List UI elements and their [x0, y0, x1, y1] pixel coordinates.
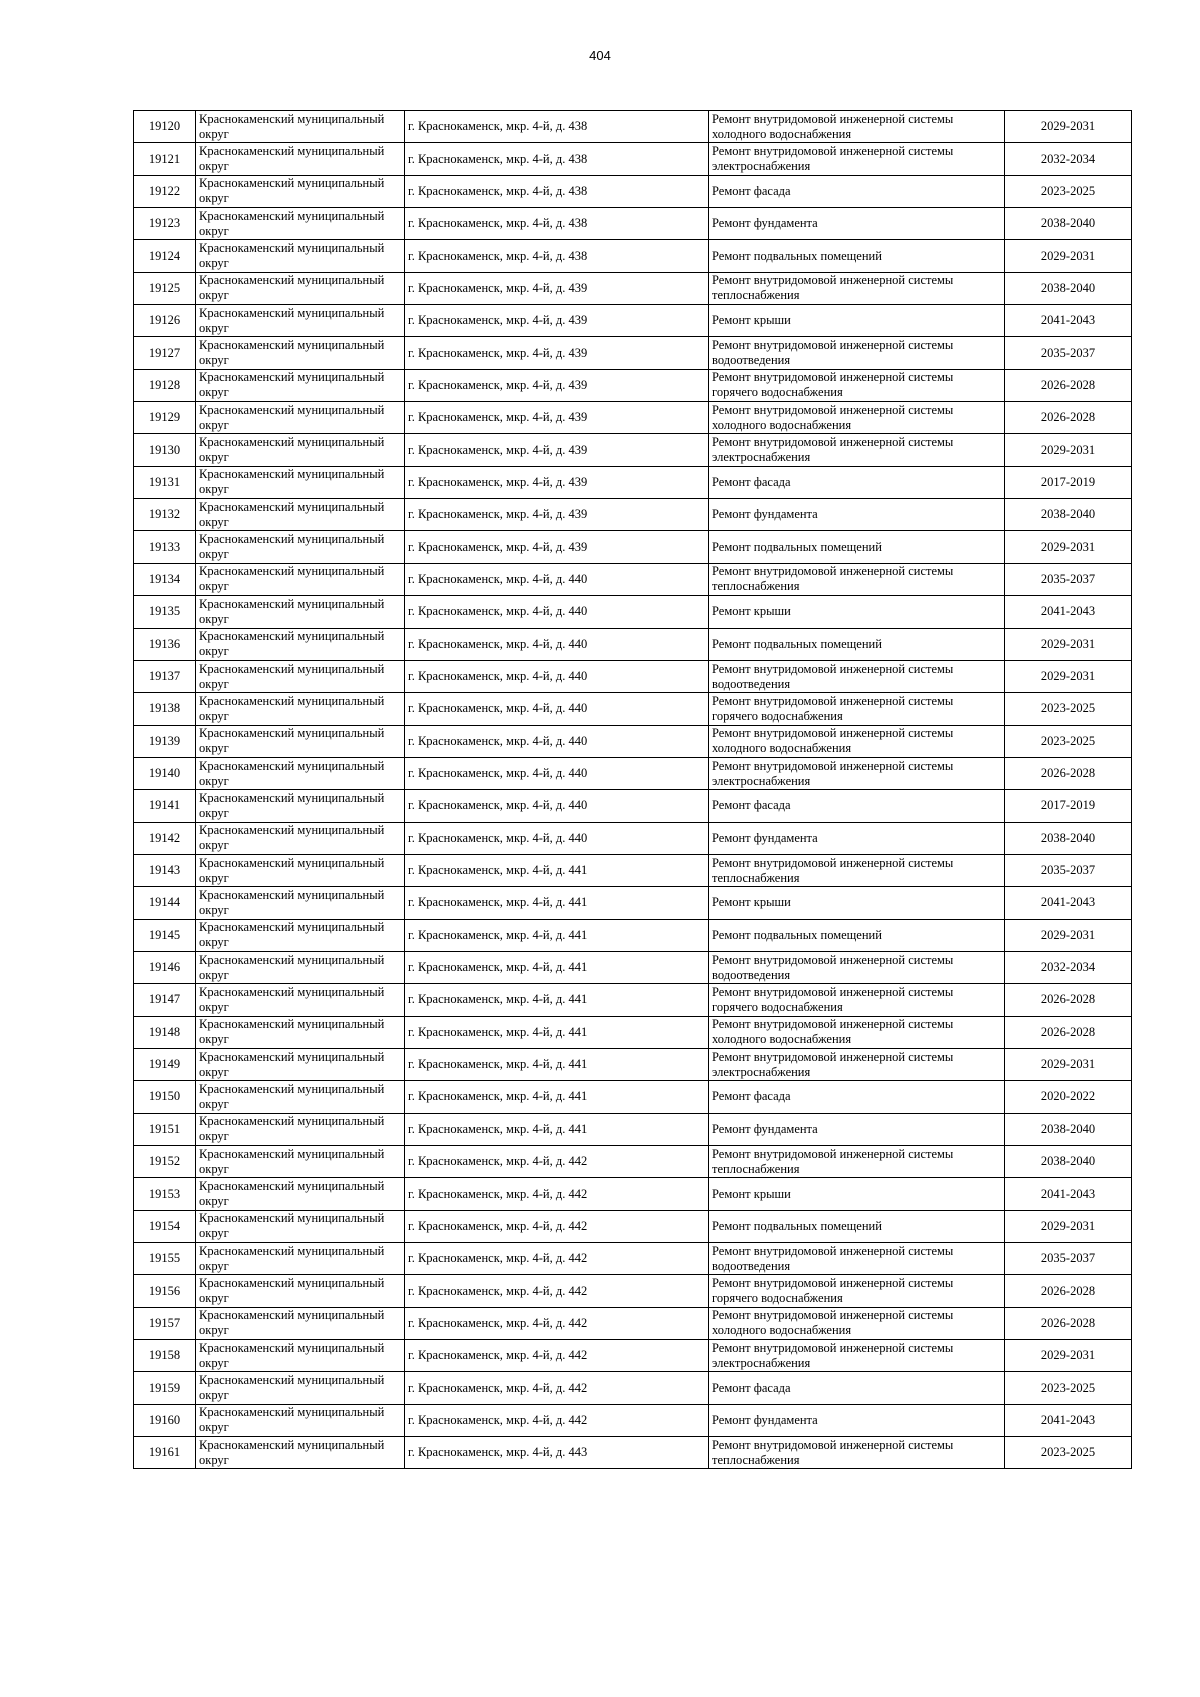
work-type-cell: Ремонт крыши	[709, 887, 1005, 919]
municipality-cell: Краснокаменский муниципальный округ	[196, 1081, 405, 1113]
row-number-cell: 19161	[134, 1437, 196, 1469]
period-cell: 2026-2028	[1005, 1275, 1132, 1307]
row-number-cell: 19146	[134, 951, 196, 983]
table-row	[134, 887, 1132, 919]
municipality-cell: Краснокаменский муниципальный округ	[196, 1340, 405, 1372]
period-cell: 2029-2031	[1005, 919, 1132, 951]
row-number-cell: 19131	[134, 466, 196, 498]
address-cell: г. Краснокаменск, мкр. 4-й, д. 439	[405, 337, 709, 369]
table-row	[134, 499, 1132, 531]
address-cell: г. Краснокаменск, мкр. 4-й, д. 439	[405, 402, 709, 434]
work-type-cell: Ремонт внутридомовой инженерной системы теплоснабжения	[709, 1437, 1005, 1469]
period-cell: 2038-2040	[1005, 1146, 1132, 1178]
address-cell: г. Краснокаменск, мкр. 4-й, д. 441	[405, 887, 709, 919]
period-cell: 2038-2040	[1005, 272, 1132, 304]
address-cell: г. Краснокаменск, мкр. 4-й, д. 440	[405, 693, 709, 725]
period-cell: 2035-2037	[1005, 854, 1132, 886]
municipality-cell: Краснокаменский муниципальный округ	[196, 1016, 405, 1048]
table-row	[134, 208, 1132, 240]
address-cell: г. Краснокаменск, мкр. 4-й, д. 441	[405, 1113, 709, 1145]
row-number-cell: 19124	[134, 240, 196, 272]
period-cell: 2023-2025	[1005, 725, 1132, 757]
municipality-cell: Краснокаменский муниципальный округ	[196, 1048, 405, 1080]
address-cell: г. Краснокаменск, мкр. 4-й, д. 442	[405, 1340, 709, 1372]
address-cell: г. Краснокаменск, мкр. 4-й, д. 441	[405, 1016, 709, 1048]
table-row	[134, 337, 1132, 369]
row-number-cell: 19127	[134, 337, 196, 369]
municipality-cell: Краснокаменский муниципальный округ	[196, 208, 405, 240]
address-cell: г. Краснокаменск, мкр. 4-й, д. 442	[405, 1146, 709, 1178]
work-type-cell: Ремонт внутридомовой инженерной системы горячего водоснабжения	[709, 693, 1005, 725]
address-cell: г. Краснокаменск, мкр. 4-й, д. 440	[405, 725, 709, 757]
period-cell: 2041-2043	[1005, 596, 1132, 628]
municipality-cell: Краснокаменский муниципальный округ	[196, 596, 405, 628]
period-cell: 2032-2034	[1005, 143, 1132, 175]
table-row	[134, 596, 1132, 628]
work-type-cell: Ремонт подвальных помещений	[709, 240, 1005, 272]
municipality-cell: Краснокаменский муниципальный округ	[196, 887, 405, 919]
row-number-cell: 19141	[134, 790, 196, 822]
work-type-cell: Ремонт внутридомовой инженерной системы водоотведения	[709, 951, 1005, 983]
address-cell: г. Краснокаменск, мкр. 4-й, д. 440	[405, 660, 709, 692]
work-type-cell: Ремонт фундамента	[709, 208, 1005, 240]
work-type-cell: Ремонт внутридомовой инженерной системы теплоснабжения	[709, 272, 1005, 304]
row-number-cell: 19138	[134, 693, 196, 725]
table-row	[134, 143, 1132, 175]
period-cell: 2041-2043	[1005, 1178, 1132, 1210]
table-row	[134, 854, 1132, 886]
address-cell: г. Краснокаменск, мкр. 4-й, д. 440	[405, 628, 709, 660]
municipality-cell: Краснокаменский муниципальный округ	[196, 1372, 405, 1404]
work-type-cell: Ремонт подвальных помещений	[709, 1210, 1005, 1242]
table-row	[134, 1113, 1132, 1145]
municipality-cell: Краснокаменский муниципальный округ	[196, 175, 405, 207]
work-type-cell: Ремонт фасада	[709, 466, 1005, 498]
address-cell: г. Краснокаменск, мкр. 4-й, д. 440	[405, 822, 709, 854]
table-row	[134, 1178, 1132, 1210]
table-body	[134, 111, 1132, 1469]
address-cell: г. Краснокаменск, мкр. 4-й, д. 440	[405, 596, 709, 628]
table-row	[134, 725, 1132, 757]
address-cell: г. Краснокаменск, мкр. 4-й, д. 442	[405, 1243, 709, 1275]
row-number-cell: 19130	[134, 434, 196, 466]
address-cell: г. Краснокаменск, мкр. 4-й, д. 441	[405, 951, 709, 983]
period-cell: 2029-2031	[1005, 1340, 1132, 1372]
address-cell: г. Краснокаменск, мкр. 4-й, д. 439	[405, 531, 709, 563]
address-cell: г. Краснокаменск, мкр. 4-й, д. 439	[405, 434, 709, 466]
work-type-cell: Ремонт внутридомовой инженерной системы электроснабжения	[709, 143, 1005, 175]
work-type-cell: Ремонт внутридомовой инженерной системы электроснабжения	[709, 757, 1005, 789]
row-number-cell: 19151	[134, 1113, 196, 1145]
period-cell: 2032-2034	[1005, 951, 1132, 983]
address-cell: г. Краснокаменск, мкр. 4-й, д. 441	[405, 1048, 709, 1080]
table-row	[134, 757, 1132, 789]
work-type-cell: Ремонт внутридомовой инженерной системы холодного водоснабжения	[709, 1307, 1005, 1339]
table-row	[134, 175, 1132, 207]
table-row	[134, 1210, 1132, 1242]
row-number-cell: 19120	[134, 111, 196, 143]
municipality-cell: Краснокаменский муниципальный округ	[196, 1404, 405, 1436]
address-cell: г. Краснокаменск, мкр. 4-й, д. 439	[405, 499, 709, 531]
address-cell: г. Краснокаменск, мкр. 4-й, д. 441	[405, 984, 709, 1016]
table-row	[134, 660, 1132, 692]
work-type-cell: Ремонт внутридомовой инженерной системы теплоснабжения	[709, 563, 1005, 595]
period-cell: 2029-2031	[1005, 240, 1132, 272]
work-type-cell: Ремонт внутридомовой инженерной системы холодного водоснабжения	[709, 1016, 1005, 1048]
work-type-cell: Ремонт внутридомовой инженерной системы электроснабжения	[709, 1048, 1005, 1080]
work-type-cell: Ремонт внутридомовой инженерной системы электроснабжения	[709, 434, 1005, 466]
municipality-cell: Краснокаменский муниципальный округ	[196, 660, 405, 692]
period-cell: 2026-2028	[1005, 757, 1132, 789]
period-cell: 2026-2028	[1005, 1307, 1132, 1339]
row-number-cell: 19160	[134, 1404, 196, 1436]
page-number: 404	[589, 48, 611, 63]
address-cell: г. Краснокаменск, мкр. 4-й, д. 442	[405, 1210, 709, 1242]
work-type-cell: Ремонт крыши	[709, 1178, 1005, 1210]
work-type-cell: Ремонт внутридомовой инженерной системы горячего водоснабжения	[709, 369, 1005, 401]
address-cell: г. Краснокаменск, мкр. 4-й, д. 439	[405, 466, 709, 498]
table-row	[134, 434, 1132, 466]
work-type-cell: Ремонт подвальных помещений	[709, 919, 1005, 951]
work-type-cell: Ремонт внутридомовой инженерной системы холодного водоснабжения	[709, 725, 1005, 757]
work-type-cell: Ремонт фасада	[709, 1081, 1005, 1113]
row-number-cell: 19129	[134, 402, 196, 434]
work-type-cell: Ремонт подвальных помещений	[709, 628, 1005, 660]
period-cell: 2029-2031	[1005, 434, 1132, 466]
row-number-cell: 19158	[134, 1340, 196, 1372]
period-cell: 2041-2043	[1005, 305, 1132, 337]
row-number-cell: 19134	[134, 563, 196, 595]
period-cell: 2029-2031	[1005, 660, 1132, 692]
municipality-cell: Краснокаменский муниципальный округ	[196, 1275, 405, 1307]
table-row	[134, 272, 1132, 304]
period-cell: 2035-2037	[1005, 1243, 1132, 1275]
row-number-cell: 19136	[134, 628, 196, 660]
period-cell: 2023-2025	[1005, 693, 1132, 725]
period-cell: 2029-2031	[1005, 628, 1132, 660]
work-type-cell: Ремонт фасада	[709, 175, 1005, 207]
table-row	[134, 305, 1132, 337]
municipality-cell: Краснокаменский муниципальный округ	[196, 984, 405, 1016]
municipality-cell: Краснокаменский муниципальный округ	[196, 1437, 405, 1469]
table-row	[134, 1146, 1132, 1178]
row-number-cell: 19133	[134, 531, 196, 563]
period-cell: 2029-2031	[1005, 111, 1132, 143]
work-type-cell: Ремонт фундамента	[709, 1404, 1005, 1436]
municipality-cell: Краснокаменский муниципальный округ	[196, 434, 405, 466]
work-type-cell: Ремонт внутридомовой инженерной системы горячего водоснабжения	[709, 984, 1005, 1016]
period-cell: 2041-2043	[1005, 1404, 1132, 1436]
row-number-cell: 19145	[134, 919, 196, 951]
address-cell: г. Краснокаменск, мкр. 4-й, д. 438	[405, 175, 709, 207]
municipality-cell: Краснокаменский муниципальный округ	[196, 1243, 405, 1275]
row-number-cell: 19121	[134, 143, 196, 175]
work-type-cell: Ремонт крыши	[709, 305, 1005, 337]
period-cell: 2020-2022	[1005, 1081, 1132, 1113]
work-type-cell: Ремонт внутридомовой инженерной системы теплоснабжения	[709, 854, 1005, 886]
municipality-cell: Краснокаменский муниципальный округ	[196, 1210, 405, 1242]
table-row	[134, 919, 1132, 951]
table-row	[134, 693, 1132, 725]
municipality-cell: Краснокаменский муниципальный округ	[196, 499, 405, 531]
period-cell: 2026-2028	[1005, 1016, 1132, 1048]
work-type-cell: Ремонт фасада	[709, 790, 1005, 822]
work-type-cell: Ремонт фундамента	[709, 822, 1005, 854]
row-number-cell: 19135	[134, 596, 196, 628]
period-cell: 2029-2031	[1005, 1048, 1132, 1080]
address-cell: г. Краснокаменск, мкр. 4-й, д. 442	[405, 1404, 709, 1436]
address-cell: г. Краснокаменск, мкр. 4-й, д. 440	[405, 563, 709, 595]
table-row	[134, 1372, 1132, 1404]
work-type-cell: Ремонт крыши	[709, 596, 1005, 628]
address-cell: г. Краснокаменск, мкр. 4-й, д. 442	[405, 1275, 709, 1307]
table-row	[134, 111, 1132, 143]
work-type-cell: Ремонт фундамента	[709, 499, 1005, 531]
period-cell: 2038-2040	[1005, 208, 1132, 240]
period-cell: 2035-2037	[1005, 337, 1132, 369]
table-row	[134, 1016, 1132, 1048]
address-cell: г. Краснокаменск, мкр. 4-й, д. 442	[405, 1178, 709, 1210]
table-row	[134, 531, 1132, 563]
municipality-cell: Краснокаменский муниципальный округ	[196, 693, 405, 725]
table-row	[134, 628, 1132, 660]
period-cell: 2026-2028	[1005, 402, 1132, 434]
work-type-cell: Ремонт внутридомовой инженерной системы водоотведения	[709, 337, 1005, 369]
table-row	[134, 984, 1132, 1016]
period-cell: 2026-2028	[1005, 369, 1132, 401]
table-row	[134, 1275, 1132, 1307]
municipality-cell: Краснокаменский муниципальный округ	[196, 531, 405, 563]
row-number-cell: 19147	[134, 984, 196, 1016]
table-row	[134, 1404, 1132, 1436]
table-row	[134, 402, 1132, 434]
row-number-cell: 19126	[134, 305, 196, 337]
address-cell: г. Краснокаменск, мкр. 4-й, д. 441	[405, 919, 709, 951]
row-number-cell: 19159	[134, 1372, 196, 1404]
table-row	[134, 466, 1132, 498]
municipality-cell: Краснокаменский муниципальный округ	[196, 337, 405, 369]
address-cell: г. Краснокаменск, мкр. 4-й, д. 438	[405, 240, 709, 272]
row-number-cell: 19144	[134, 887, 196, 919]
municipality-cell: Краснокаменский муниципальный округ	[196, 725, 405, 757]
row-number-cell: 19153	[134, 1178, 196, 1210]
municipality-cell: Краснокаменский муниципальный округ	[196, 272, 405, 304]
period-cell: 2023-2025	[1005, 1372, 1132, 1404]
municipality-cell: Краснокаменский муниципальный округ	[196, 854, 405, 886]
work-type-cell: Ремонт внутридомовой инженерной системы водоотведения	[709, 660, 1005, 692]
row-number-cell: 19157	[134, 1307, 196, 1339]
period-cell: 2038-2040	[1005, 822, 1132, 854]
work-type-cell: Ремонт внутридомовой инженерной системы теплоснабжения	[709, 1146, 1005, 1178]
row-number-cell: 19123	[134, 208, 196, 240]
table-row	[134, 1437, 1132, 1469]
municipality-cell: Краснокаменский муниципальный округ	[196, 1113, 405, 1145]
municipality-cell: Краснокаменский муниципальный округ	[196, 305, 405, 337]
address-cell: г. Краснокаменск, мкр. 4-й, д. 438	[405, 111, 709, 143]
row-number-cell: 19148	[134, 1016, 196, 1048]
period-cell: 2017-2019	[1005, 790, 1132, 822]
address-cell: г. Краснокаменск, мкр. 4-й, д. 439	[405, 369, 709, 401]
municipality-cell: Краснокаменский муниципальный округ	[196, 111, 405, 143]
address-cell: г. Краснокаменск, мкр. 4-й, д. 442	[405, 1307, 709, 1339]
repair-schedule-table	[133, 110, 1132, 1469]
table-row	[134, 1340, 1132, 1372]
period-cell: 2035-2037	[1005, 563, 1132, 595]
table-row	[134, 951, 1132, 983]
period-cell: 2029-2031	[1005, 531, 1132, 563]
row-number-cell: 19142	[134, 822, 196, 854]
municipality-cell: Краснокаменский муниципальный округ	[196, 1146, 405, 1178]
row-number-cell: 19132	[134, 499, 196, 531]
address-cell: г. Краснокаменск, мкр. 4-й, д. 442	[405, 1372, 709, 1404]
row-number-cell: 19149	[134, 1048, 196, 1080]
municipality-cell: Краснокаменский муниципальный округ	[196, 1307, 405, 1339]
period-cell: 2041-2043	[1005, 887, 1132, 919]
row-number-cell: 19143	[134, 854, 196, 886]
table-row	[134, 1307, 1132, 1339]
row-number-cell: 19139	[134, 725, 196, 757]
table-row	[134, 240, 1132, 272]
row-number-cell: 19155	[134, 1243, 196, 1275]
table-row	[134, 1081, 1132, 1113]
address-cell: г. Краснокаменск, мкр. 4-й, д. 441	[405, 854, 709, 886]
address-cell: г. Краснокаменск, мкр. 4-й, д. 439	[405, 272, 709, 304]
municipality-cell: Краснокаменский муниципальный округ	[196, 822, 405, 854]
municipality-cell: Краснокаменский муниципальный округ	[196, 563, 405, 595]
municipality-cell: Краснокаменский муниципальный округ	[196, 369, 405, 401]
municipality-cell: Краснокаменский муниципальный округ	[196, 143, 405, 175]
work-type-cell: Ремонт внутридомовой инженерной системы электроснабжения	[709, 1340, 1005, 1372]
municipality-cell: Краснокаменский муниципальный округ	[196, 402, 405, 434]
row-number-cell: 19125	[134, 272, 196, 304]
municipality-cell: Краснокаменский муниципальный округ	[196, 951, 405, 983]
municipality-cell: Краснокаменский муниципальный округ	[196, 757, 405, 789]
row-number-cell: 19150	[134, 1081, 196, 1113]
municipality-cell: Краснокаменский муниципальный округ	[196, 466, 405, 498]
work-type-cell: Ремонт подвальных помещений	[709, 531, 1005, 563]
table-row	[134, 790, 1132, 822]
work-type-cell: Ремонт внутридомовой инженерной системы холодного водоснабжения	[709, 402, 1005, 434]
row-number-cell: 19154	[134, 1210, 196, 1242]
period-cell: 2017-2019	[1005, 466, 1132, 498]
row-number-cell: 19128	[134, 369, 196, 401]
work-type-cell: Ремонт фундамента	[709, 1113, 1005, 1145]
work-type-cell: Ремонт фасада	[709, 1372, 1005, 1404]
address-cell: г. Краснокаменск, мкр. 4-й, д. 438	[405, 143, 709, 175]
table-row	[134, 1243, 1132, 1275]
municipality-cell: Краснокаменский муниципальный округ	[196, 790, 405, 822]
row-number-cell: 19137	[134, 660, 196, 692]
row-number-cell: 19122	[134, 175, 196, 207]
period-cell: 2023-2025	[1005, 175, 1132, 207]
work-type-cell: Ремонт внутридомовой инженерной системы холодного водоснабжения	[709, 111, 1005, 143]
address-cell: г. Краснокаменск, мкр. 4-й, д. 440	[405, 757, 709, 789]
work-type-cell: Ремонт внутридомовой инженерной системы водоотведения	[709, 1243, 1005, 1275]
row-number-cell: 19152	[134, 1146, 196, 1178]
period-cell: 2023-2025	[1005, 1437, 1132, 1469]
work-type-cell: Ремонт внутридомовой инженерной системы горячего водоснабжения	[709, 1275, 1005, 1307]
address-cell: г. Краснокаменск, мкр. 4-й, д. 441	[405, 1081, 709, 1113]
municipality-cell: Краснокаменский муниципальный округ	[196, 628, 405, 660]
address-cell: г. Краснокаменск, мкр. 4-й, д. 440	[405, 790, 709, 822]
table-row	[134, 369, 1132, 401]
table-row	[134, 563, 1132, 595]
row-number-cell: 19140	[134, 757, 196, 789]
municipality-cell: Краснокаменский муниципальный округ	[196, 240, 405, 272]
municipality-cell: Краснокаменский муниципальный округ	[196, 919, 405, 951]
period-cell: 2038-2040	[1005, 499, 1132, 531]
address-cell: г. Краснокаменск, мкр. 4-й, д. 438	[405, 208, 709, 240]
table-row	[134, 822, 1132, 854]
row-number-cell: 19156	[134, 1275, 196, 1307]
period-cell: 2026-2028	[1005, 984, 1132, 1016]
address-cell: г. Краснокаменск, мкр. 4-й, д. 443	[405, 1437, 709, 1469]
table-row	[134, 1048, 1132, 1080]
period-cell: 2038-2040	[1005, 1113, 1132, 1145]
address-cell: г. Краснокаменск, мкр. 4-й, д. 439	[405, 305, 709, 337]
municipality-cell: Краснокаменский муниципальный округ	[196, 1178, 405, 1210]
period-cell: 2029-2031	[1005, 1210, 1132, 1242]
